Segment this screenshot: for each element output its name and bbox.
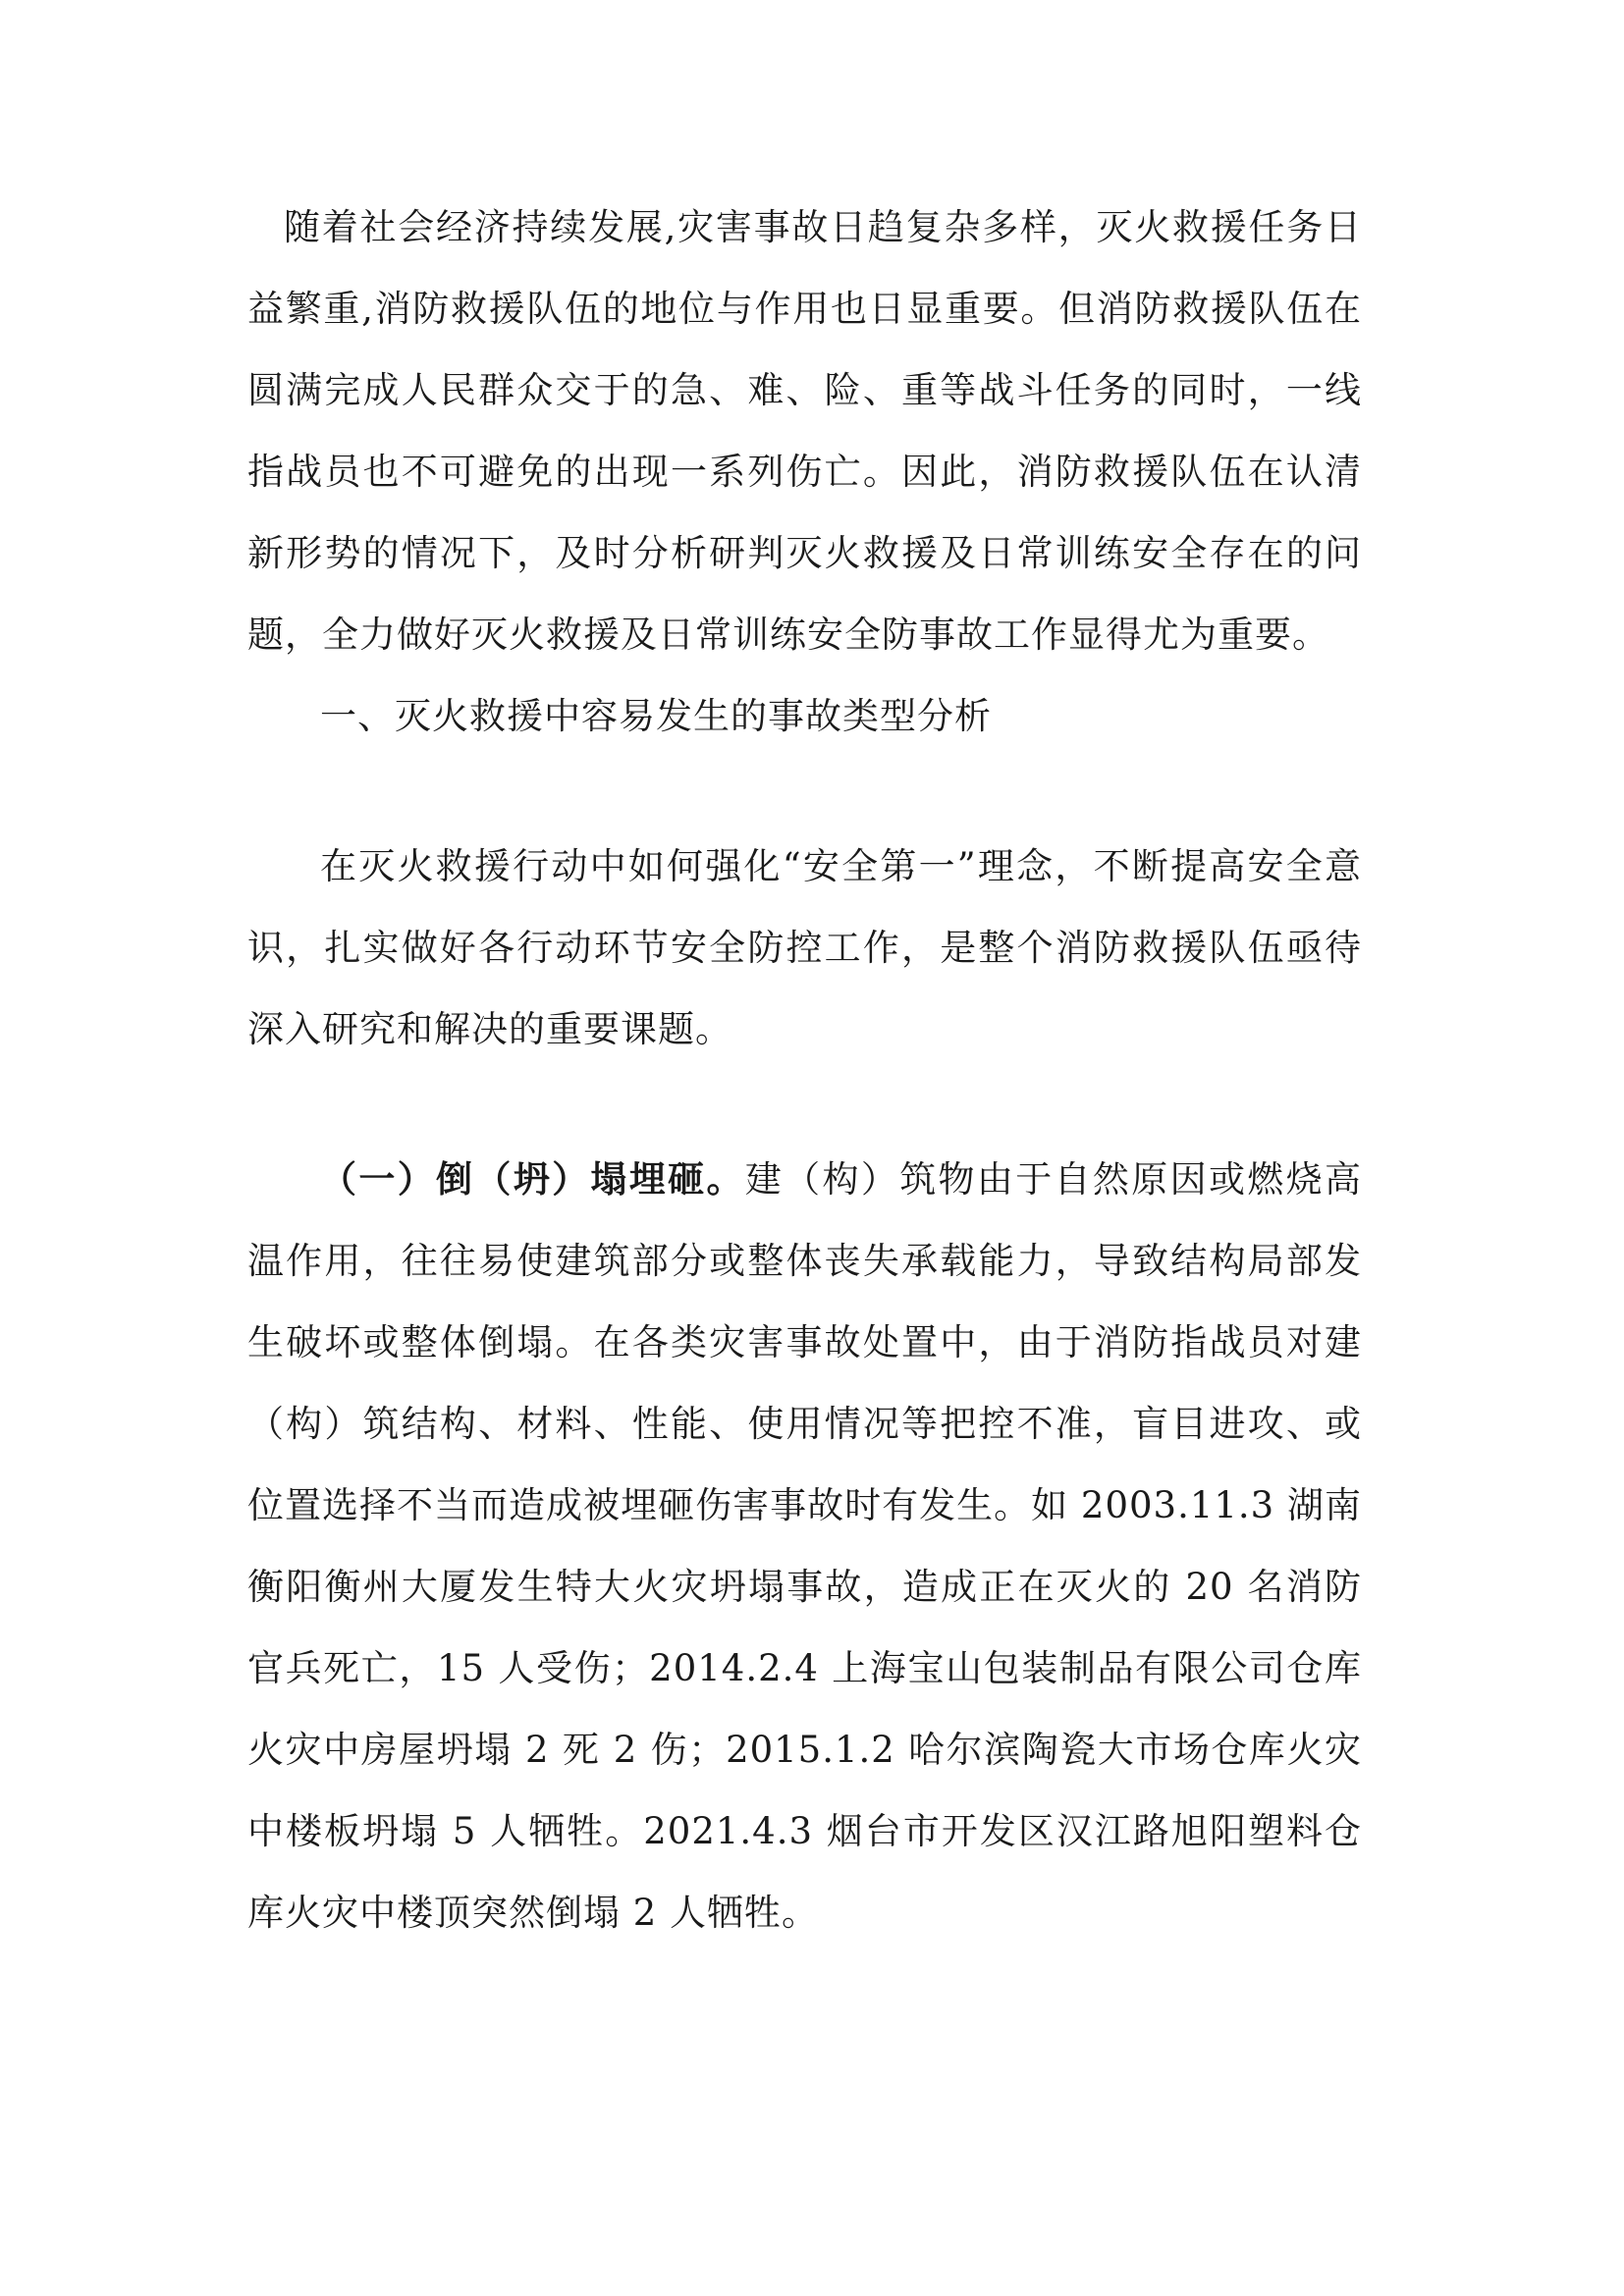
section-paragraph: 在灭火救援行动中如何强化“安全第一”理念，不断提高安全意识，扎实做好各行动环节安全防控工作，是整个消防救援队伍亟待深入研究和解决的重要课题。 xyxy=(247,845,1362,1050)
subsection-title: （一）倒（坍）塌埋砸。 xyxy=(320,1157,745,1201)
document-page xyxy=(247,187,1362,1953)
subsection-body: 建（构）筑物由于自然原因或燃烧高温作用，往往易使建筑部分或整体丧失承载能力，导致结构局部发生破坏或整体倒塌。在各类灾害事故处置中，由于消防指战员对建（构）筑结构、材料、性能、使用情况等把控不准，盲目进攻、或位置选择不当而造成被埋砸伤害事故时有发生。如 2003.11.3 湖南衡阳衡州大厦发生特大火灾坍塌事故，造成正在灭火的 20 名消防官兵死亡，15 人受伤；2014.2.4 上海宝山包装制品有限公司仓库火灾中房屋坍塌 2 死 2 伤；2015.1.2 哈尔滨陶瓷大市场仓库火灾中楼板坍塌 5 人牺牲。2021.4.3 烟台市开发区汉江路旭阳塑料仓库火灾中楼顶突然倒塌 2 人牺牲。 xyxy=(247,1158,1363,1934)
intro-paragraph: 随着社会经济持续发展,灾害事故日趋复杂多样，灭火救援任务日益繁重,消防救援队伍的地位与作用也日显重要。但消防救援队伍在圆满完成人民群众交于的急、难、险、重等战斗任务的同时，一线指战员也不可避免的出现一系列伤亡。因此，消防救援队伍在认清新形势的情况下，及时分析研判灭火救援及日常训练安全存在的问题，全力做好灭火救援及日常训练安全防事故工作显得尤为重要。 xyxy=(247,206,1362,656)
section-heading: 一、灭火救援中容易发生的事故类型分析 xyxy=(320,695,992,737)
subsection-paragraph xyxy=(247,1139,1362,1953)
